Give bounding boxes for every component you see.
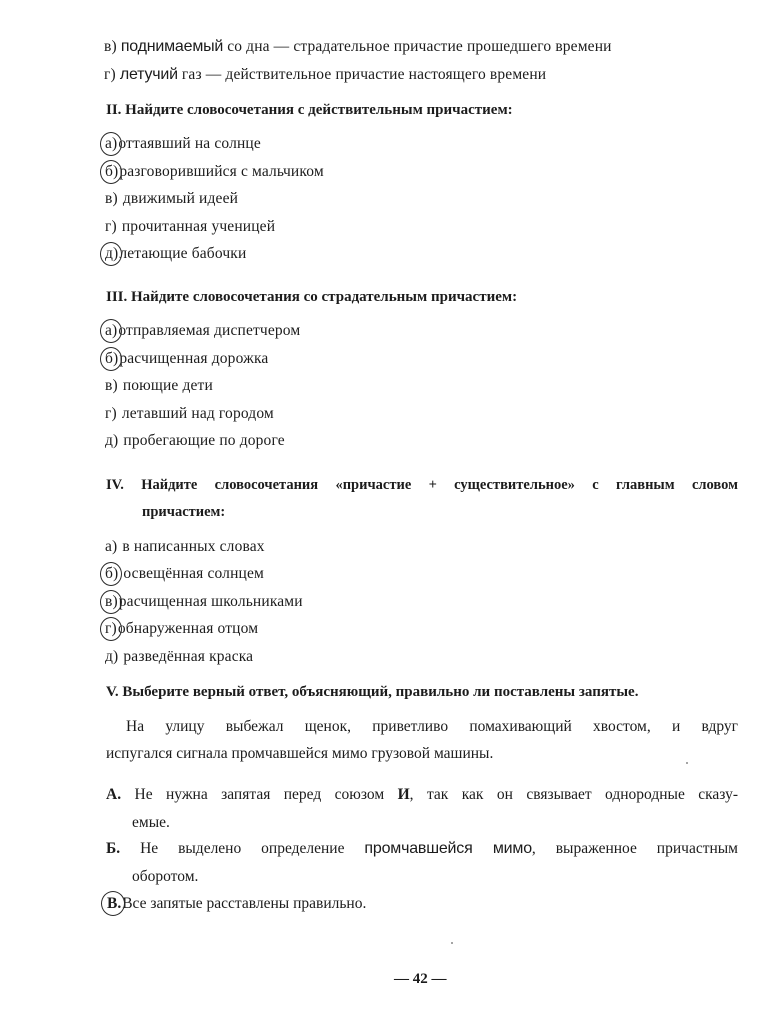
section-3-option-g bbox=[104, 404, 274, 424]
option-text: прочитанная ученицей bbox=[121, 218, 276, 235]
option-text: , выраженное причастным bbox=[531, 840, 738, 857]
option-text: поющие дети bbox=[122, 377, 213, 394]
section-4-heading-cont: причастием: bbox=[142, 504, 226, 520]
option-text: освещённая солнцем bbox=[123, 565, 264, 582]
option-label-circled: б) bbox=[105, 350, 119, 367]
option-label-circled: а) bbox=[105, 322, 118, 339]
option-label: в) bbox=[105, 377, 118, 394]
section-2-heading: II. Найдите словосочетания с действительным причастием: bbox=[106, 102, 513, 118]
option-label-circled: а) bbox=[105, 135, 118, 152]
option-text: летавший над городом bbox=[121, 405, 274, 422]
page-number: — 42 — bbox=[394, 971, 447, 987]
option-text: обнаруженная отцом bbox=[117, 620, 259, 637]
option-label-circled: г) bbox=[105, 620, 117, 637]
option-label: д) bbox=[105, 432, 119, 449]
option-label: а) bbox=[105, 538, 118, 555]
option-text: разговорившийся с мальчиком bbox=[119, 163, 324, 180]
section-5-option-v bbox=[106, 894, 366, 914]
option-text: расчищенная школьниками bbox=[118, 593, 303, 610]
section-3-heading: III. Найдите словосочетания со страдательным причастием: bbox=[106, 289, 518, 305]
option-label: в) bbox=[105, 190, 118, 207]
section-4-heading: IV. Найдите словосочетания «причастие + существительное» с главным словом bbox=[106, 477, 738, 493]
option-text: Не нужна запятая перед союзом bbox=[134, 786, 398, 803]
option-text: движимый идеей bbox=[122, 190, 239, 207]
section-5-heading: V. Выберите верный ответ, объясняющий, правильно ли поставлены запятые. bbox=[106, 684, 639, 700]
section-5-option-b bbox=[106, 839, 738, 859]
section-4-option-b bbox=[104, 564, 264, 584]
section-3-option-b bbox=[104, 349, 268, 369]
section-4-option-d bbox=[104, 647, 253, 667]
section-5-sentence-line2: испугался сигнала промчавшейся мимо грузовой машины. bbox=[106, 745, 494, 762]
section-3-option-d bbox=[104, 431, 285, 451]
section-2-option-a bbox=[104, 134, 261, 154]
section-3-option-a bbox=[104, 321, 300, 341]
option-label: г) bbox=[105, 405, 117, 422]
item-label: в) bbox=[104, 38, 121, 55]
top-item-v bbox=[104, 37, 612, 57]
option-label-circled: в) bbox=[105, 593, 118, 610]
scan-speck bbox=[686, 762, 688, 764]
option-text-bold: И bbox=[397, 786, 410, 803]
section-2-option-v bbox=[104, 189, 238, 209]
option-label-circled: д) bbox=[105, 245, 119, 262]
item-text: со дна — страдательное причастие прошедшего времени bbox=[223, 38, 612, 55]
option-text: расчищенная дорожка bbox=[119, 350, 269, 367]
option-label: г) bbox=[105, 218, 117, 235]
item-label: г) bbox=[104, 66, 120, 83]
section-2-option-g bbox=[104, 217, 275, 237]
handwritten-phrase: промчавшейся мимо bbox=[364, 840, 532, 857]
section-5-sentence-line1: На улицу выбежал щенок, приветливо помахивающий хвостом, и вдруг bbox=[126, 718, 738, 735]
section-5-option-a-cont: емые. bbox=[132, 814, 170, 831]
top-item-g bbox=[104, 65, 546, 85]
option-label: Б. bbox=[106, 840, 121, 857]
section-4-option-v bbox=[104, 592, 303, 612]
handwritten-word: поднимаемый bbox=[120, 38, 224, 55]
option-text: летающие бабочки bbox=[119, 245, 247, 262]
option-text: пробегающие по дороге bbox=[123, 432, 285, 449]
option-text: Не выделено определение bbox=[140, 840, 365, 857]
option-text: разведённая краска bbox=[123, 648, 254, 665]
handwritten-word: летучий bbox=[119, 66, 178, 83]
scan-speck bbox=[451, 942, 453, 944]
option-label-circled: б) bbox=[105, 565, 119, 582]
option-text: в написанных словах bbox=[122, 538, 265, 555]
section-3-option-v bbox=[104, 376, 213, 396]
section-5-option-b-cont: оборотом. bbox=[132, 868, 199, 885]
option-text: , так как он связывает однородные сказу- bbox=[409, 786, 739, 803]
option-label: д) bbox=[105, 648, 119, 665]
section-2-option-d bbox=[104, 244, 246, 264]
option-text: оттаявший на солнце bbox=[118, 135, 261, 152]
section-4-option-g bbox=[104, 619, 258, 639]
option-label-circled: В. bbox=[107, 895, 122, 912]
section-2-option-b bbox=[104, 162, 324, 182]
section-5-option-a bbox=[106, 785, 738, 805]
option-text: Все запятые расставлены правильно. bbox=[122, 895, 367, 912]
option-label: А. bbox=[106, 786, 122, 803]
option-label-circled: б) bbox=[105, 163, 119, 180]
section-4-option-a bbox=[104, 537, 265, 557]
item-text: газ — действительное причастие настоящего времени bbox=[177, 66, 547, 83]
option-text: отправляемая диспетчером bbox=[118, 322, 301, 339]
